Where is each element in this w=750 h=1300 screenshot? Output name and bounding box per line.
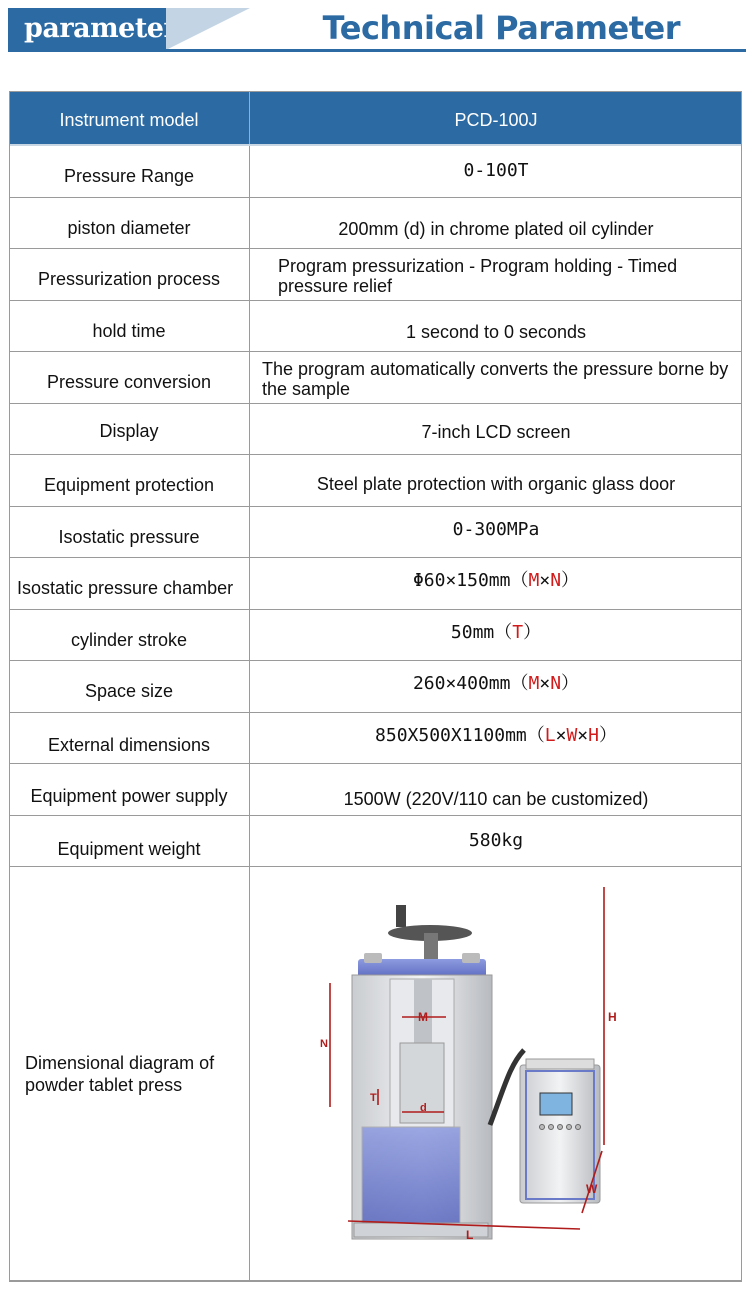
dim-label-t: T: [370, 1092, 377, 1104]
dim-label-m: M: [418, 1010, 428, 1024]
page-title: Technical Parameter: [322, 9, 680, 47]
row-value: 580kg: [468, 829, 524, 851]
table-row: [9, 558, 742, 610]
header-rule: [8, 49, 746, 52]
value-sep: ×: [539, 673, 551, 695]
page-header: [0, 0, 750, 60]
row-label: Pressurization process: [9, 249, 250, 300]
row-label: Space size: [9, 661, 250, 712]
dim-label-w: W: [586, 1182, 598, 1196]
row-value: 0-100T: [463, 160, 529, 182]
row-value: 7-inch LCD screen: [421, 421, 571, 442]
row-value: 0-300MPa: [452, 518, 540, 540]
row-value: 200mm (d) in chrome plated oil cylinder: [338, 218, 654, 239]
row-label: piston diameter: [9, 198, 250, 249]
row-label: Isostatic pressure: [9, 507, 250, 558]
row-value: 1500W (220V/110 can be customized): [343, 789, 649, 810]
table-row: [9, 146, 742, 198]
value-text: ）: [598, 724, 617, 746]
dim-label-d: d: [420, 1102, 427, 1114]
row-label: Pressure conversion: [9, 352, 250, 403]
table-header-row: [9, 91, 742, 146]
row-label: Isostatic pressure chamber: [9, 558, 250, 609]
row-label: External dimensions: [9, 713, 250, 764]
badge-tail-decoration: [166, 8, 250, 50]
table-row: [9, 301, 742, 353]
dim-label-n: N: [320, 1038, 328, 1050]
table-row: [9, 661, 742, 713]
dim-code-m: M: [528, 570, 540, 592]
row-label: Dimensional diagram of powder tablet press: [9, 867, 250, 1280]
spec-table: [9, 91, 742, 1281]
row-value: Steel plate protection with organic glass door: [316, 474, 676, 495]
table-row: [9, 507, 742, 559]
hydraulic-hose: [490, 1050, 524, 1125]
value-text: ）: [561, 570, 580, 592]
table-row: [9, 352, 742, 404]
row-value: The program automatically converts the pressure borne by the sample: [262, 359, 729, 400]
lcd-screen-icon: [540, 1093, 572, 1115]
handwheel-icon: [388, 905, 472, 963]
chamber-door: [362, 1127, 460, 1223]
table-row-diagram: [9, 867, 742, 1281]
header-label: Instrument model: [9, 91, 250, 144]
row-value: [250, 713, 742, 764]
dim-code-m: M: [528, 673, 540, 695]
row-label: Equipment power supply: [9, 764, 250, 815]
tablet-press-diagram: [290, 875, 710, 1275]
table-row: [9, 198, 742, 250]
row-label: Pressure Range: [9, 146, 250, 197]
table-row: [9, 249, 742, 301]
dim-code-n: N: [550, 570, 562, 592]
dim-code-t: T: [512, 621, 524, 643]
diagram-cell: [250, 867, 742, 1280]
value-sep: ×: [539, 570, 551, 592]
dim-code-n: N: [550, 673, 562, 695]
row-value: [250, 661, 742, 712]
value-sep: ×: [577, 724, 589, 746]
table-row: [9, 764, 742, 816]
row-label: hold time: [9, 301, 250, 352]
value-text: Φ60×150mm（: [412, 570, 529, 592]
value-text: ）: [523, 621, 542, 643]
header-value: PCD-100J: [454, 109, 538, 130]
row-value: [250, 558, 742, 609]
row-label: Display: [9, 404, 250, 455]
value-text: ）: [561, 673, 580, 695]
dim-label-l: L: [466, 1228, 474, 1242]
section-badge: parameters: [8, 8, 168, 50]
row-value: 1 second to 0 seconds: [405, 321, 587, 342]
table-row: [9, 610, 742, 662]
value-text: 850X500X1100mm（: [375, 724, 545, 746]
value-text: 260×400mm（: [412, 673, 529, 695]
table-row: [9, 713, 742, 765]
row-value: [250, 610, 742, 661]
table-row: [9, 816, 742, 868]
row-label: Equipment protection: [9, 455, 250, 506]
table-row: [9, 404, 742, 456]
value-text: 50mm（: [450, 621, 513, 643]
dim-label-h: H: [608, 1010, 617, 1024]
dim-code-w: W: [566, 724, 578, 746]
value-sep: ×: [555, 724, 567, 746]
dim-code-l: L: [544, 724, 556, 746]
row-label: Equipment weight: [9, 816, 250, 867]
dim-code-h: H: [588, 724, 599, 746]
table-row: [9, 455, 742, 507]
row-label: cylinder stroke: [9, 610, 250, 661]
row-value: Program pressurization - Program holding - Timed pressure relief: [278, 256, 678, 297]
